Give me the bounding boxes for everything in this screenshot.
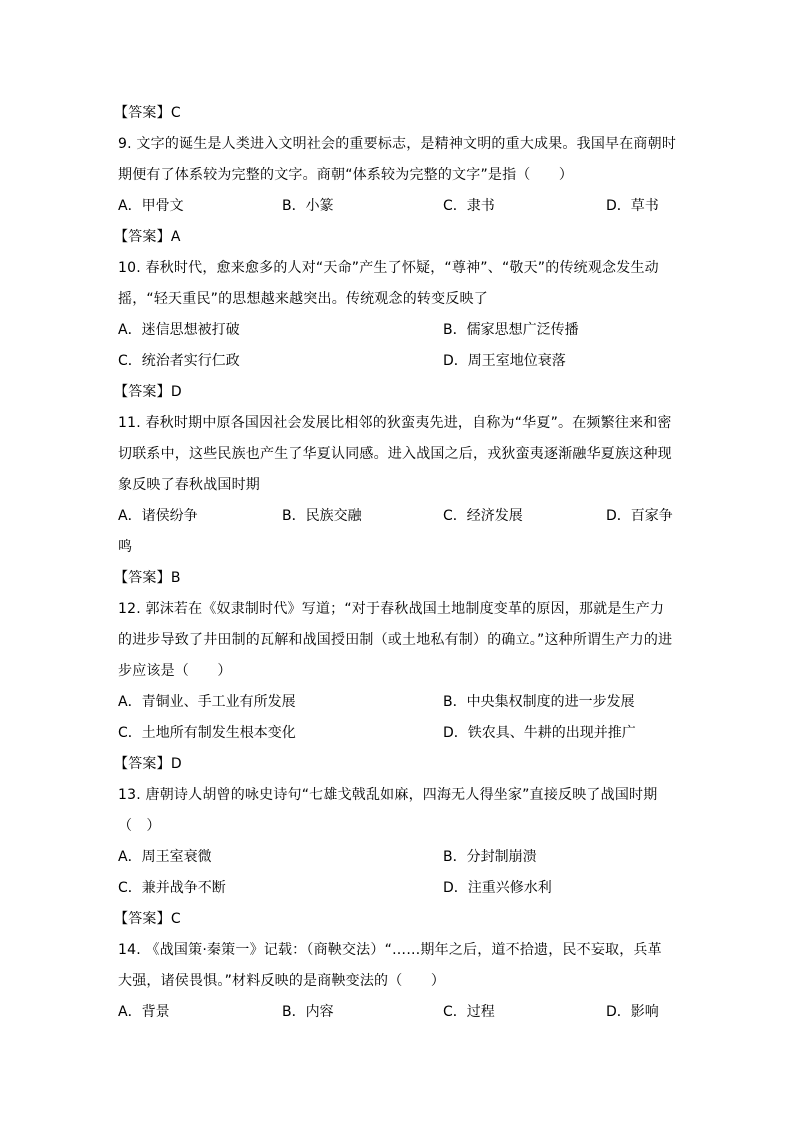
answer-value: A xyxy=(170,229,181,245)
question-number: 13. xyxy=(118,787,141,803)
question-9-line-1 xyxy=(118,129,678,160)
question-13-options-row-1 xyxy=(118,842,678,873)
question-number: 11. xyxy=(118,415,141,431)
answer-line-8 xyxy=(114,98,678,129)
question-number: 12. xyxy=(118,601,141,617)
option-d: D．百家争 xyxy=(606,508,673,524)
question-11-line-2: 切联系中，这些民族也产生了华夏认同感。进入战国之后，戎狄蛮夷逐渐融华夏族这种现 xyxy=(118,446,672,462)
answer-value: C xyxy=(170,105,181,121)
option-a: A．青铜业、手工业有所发展 xyxy=(118,694,296,710)
answer-value: D xyxy=(170,756,182,772)
answer-label: 【答案】 xyxy=(114,229,171,245)
option-b: B．儒家思想广泛传播 xyxy=(443,322,579,338)
option-c: C．统治者实行仁政 xyxy=(118,353,240,369)
question-text: 春秋时期中原各国因社会发展比相邻的狄蛮夷先进，自称为“华夏”。在频繁往来和密 xyxy=(145,415,672,431)
option-b: B．小篆 xyxy=(282,198,334,214)
question-number: 14. xyxy=(118,942,141,958)
question-10-line-1 xyxy=(118,253,678,284)
answer-label: 【答案】 xyxy=(114,911,171,927)
question-12-options-row-2 xyxy=(118,718,678,749)
question-12-line-1 xyxy=(118,594,678,625)
option-b: B．内容 xyxy=(282,1004,334,1020)
question-14-line-1 xyxy=(118,935,678,966)
question-12-options-row-1 xyxy=(118,687,678,718)
option-b: B．分封制崩溃 xyxy=(443,849,537,865)
question-9-line-2: 期便有了体系较为完整的文字。商朝“体系较为完整的文字”是指（ ） xyxy=(118,167,574,183)
question-14-line-2: 大强，诸侯畏惧。”材料反映的是商鞅变法的（ ） xyxy=(118,973,446,989)
option-c: C．过程 xyxy=(443,1004,495,1020)
question-13-options-row-2 xyxy=(118,873,678,904)
option-a: A．甲骨文 xyxy=(118,198,184,214)
question-11-line-3: 象反映了春秋战国时期 xyxy=(118,477,260,493)
question-text: 唐朝诗人胡曾的咏史诗句“七雄戈戟乱如麻，四海无人得坐家”直接反映了战国时期 xyxy=(145,787,658,803)
question-10-options-row-1 xyxy=(118,315,678,346)
option-d: D．周王室地位衰落 xyxy=(443,353,566,369)
option-a: A．周王室衰微 xyxy=(118,849,212,865)
option-a: A．诸侯纷争 xyxy=(118,508,198,524)
answer-line-9 xyxy=(114,222,678,253)
question-9-options xyxy=(118,191,678,222)
question-11-line-1 xyxy=(118,408,678,439)
answer-value: B xyxy=(170,570,181,586)
question-14-options xyxy=(118,997,678,1028)
question-10-options-row-2 xyxy=(118,346,678,377)
question-text: 文字的诞生是人类进入文明社会的重要标志，是精神文明的重大成果。我国早在商朝时 xyxy=(136,136,677,152)
question-text: 春秋时代，愈来愈多的人对“天命”产生了怀疑，“尊神”、“敬天”的传统观念发生动 xyxy=(145,260,659,276)
option-c: C．兼并战争不断 xyxy=(118,880,226,896)
option-d: D．草书 xyxy=(606,198,659,214)
answer-label: 【答案】 xyxy=(114,756,171,772)
answer-line-10 xyxy=(114,377,678,408)
option-d: D．影响 xyxy=(606,1004,659,1020)
question-11-options xyxy=(118,501,678,532)
option-a: A．背景 xyxy=(118,1004,170,1020)
option-c: C．土地所有制发生根本变化 xyxy=(118,725,296,741)
answer-label: 【答案】 xyxy=(114,384,171,400)
answer-line-11 xyxy=(114,563,678,594)
answer-label: 【答案】 xyxy=(114,570,171,586)
option-d: D．注重兴修水利 xyxy=(443,880,552,896)
question-text: 《战国策·秦策一》记载：（商鞅交法）“……期年之后，道不拾遗，民不妄取，兵革 xyxy=(145,942,662,958)
question-12-line-2: 的进步导致了井田制的瓦解和战国授田制（或土地私有制）的确立。”这种所谓生产力的进 xyxy=(118,632,673,648)
question-11-option-wrap: 鸣 xyxy=(118,539,133,555)
answer-label: 【答案】 xyxy=(114,105,171,121)
question-number: 9. xyxy=(118,136,132,152)
question-12-line-3: 步应该是（ ） xyxy=(118,663,232,679)
question-number: 10. xyxy=(118,260,141,276)
option-b: B．民族交融 xyxy=(282,508,362,524)
question-text: 郭沫若在《奴隶制时代》写道；“对于春秋战国土地制度变革的原因，那就是生产力 xyxy=(145,601,665,617)
question-13-line-2: （ ） xyxy=(118,818,161,834)
answer-value: C xyxy=(170,911,181,927)
option-b: B．中央集权制度的进一步发展 xyxy=(443,694,635,710)
question-13-line-1 xyxy=(118,780,678,811)
document-page xyxy=(114,98,678,1028)
option-d: D．铁农具、牛耕的出现并推广 xyxy=(443,725,636,741)
answer-line-13 xyxy=(114,904,678,935)
answer-value: D xyxy=(170,384,182,400)
option-a: A．迷信思想被打破 xyxy=(118,322,240,338)
option-c: C．隶书 xyxy=(443,198,495,214)
answer-line-12 xyxy=(114,749,678,780)
option-c: C．经济发展 xyxy=(443,508,523,524)
question-10-line-2: 摇，“轻天重民”的思想越来越突出。传统观念的转变反映了 xyxy=(118,291,488,307)
